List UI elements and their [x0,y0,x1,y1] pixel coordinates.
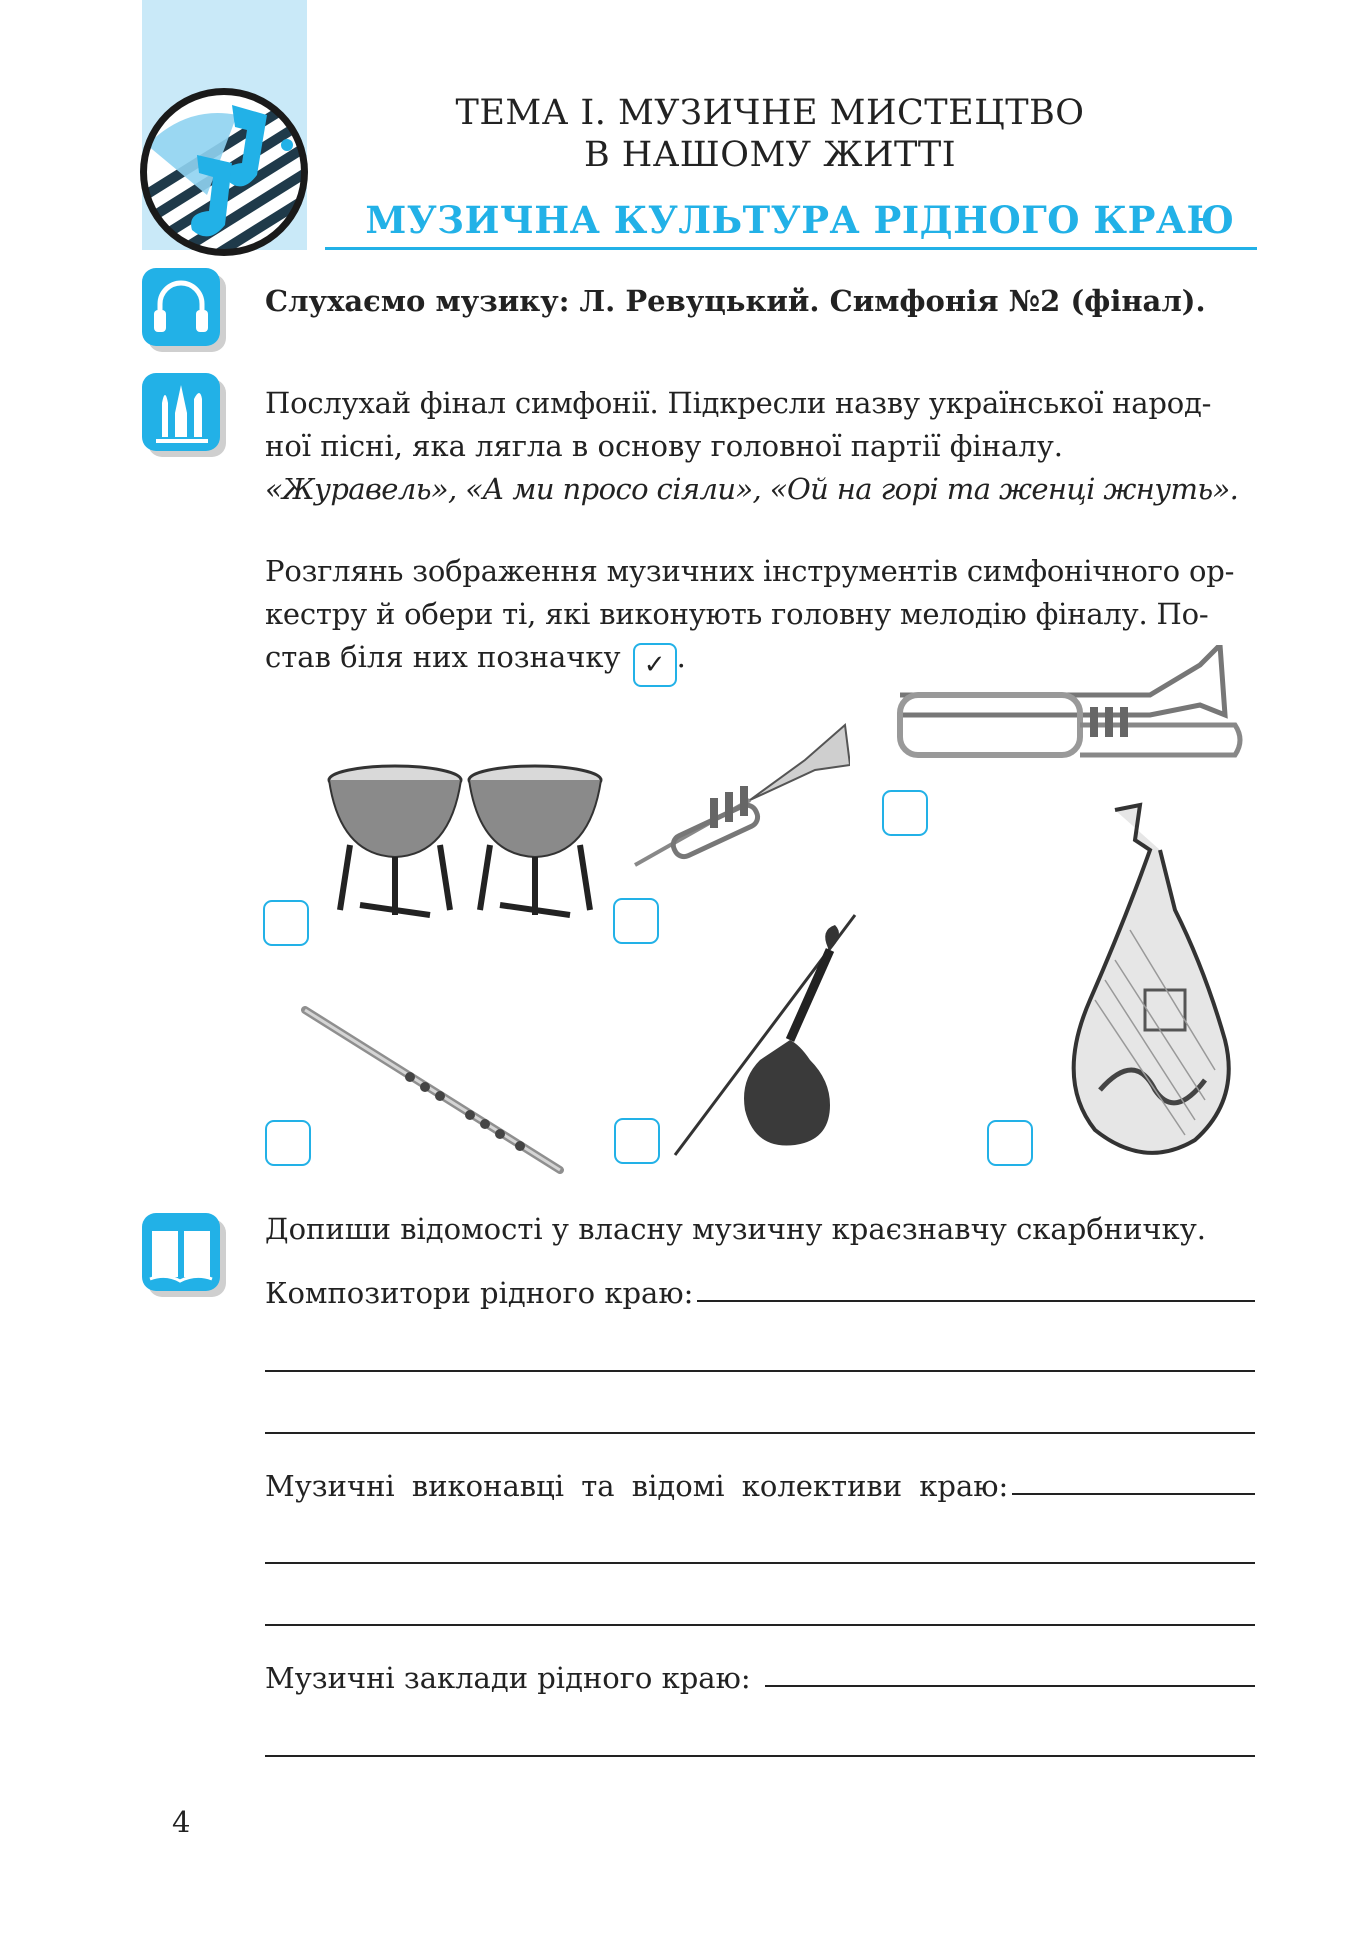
topic-line-1: ТЕМА І. МУЗИЧНЕ МИСТЕЦТВО [455,93,1085,133]
performers-label: Музичні виконавці та відомі колективи краю: [265,1469,1009,1503]
task1-line-2: ної пісні, яка лягла в основу головної партії фіналу. [265,429,1064,463]
task2-line-3-text: став біля них позначку [265,640,621,674]
task1-text [265,382,1255,468]
page-title: МУЗИЧНА КУЛЬТУРА РІДНОГО КРАЮ [365,198,1235,242]
flute-checkbox[interactable] [265,1120,311,1166]
trombone-checkbox[interactable] [882,790,928,836]
composers-line-3[interactable] [265,1432,1255,1434]
task1-line-1: Послухай фінал симфонії. Підкресли назву української народ- [265,386,1212,420]
task2-line-2: кестру й обери ті, які виконують головну мелодію фіналу. По- [265,597,1209,631]
listen-text: Слухаємо музику: Л. Ревуцький. Симфонія №2 (фінал). [265,284,1206,318]
institutions-label: Музичні заклади рідного краю: [265,1661,751,1695]
check-sample: ✓ [633,643,677,687]
music-logo-icon [137,85,312,260]
title-underline [325,247,1257,250]
institutions-line-2[interactable] [265,1755,1255,1757]
song-options[interactable]: «Журавель», «А ми просо сіяли», «Ой на горі та женці жнуть». [265,472,1239,506]
flute-image [300,1005,565,1175]
institutions-blank[interactable] [765,1685,1255,1687]
performers-blank[interactable] [1012,1493,1255,1495]
task2-period: . [676,640,686,674]
task3-intro: Допиши відомості у власну музичну краєзнавчу скарбничку. [265,1212,1206,1246]
trumpet-checkbox[interactable] [613,898,659,944]
trumpet-image [630,720,850,870]
book-icon [142,1213,220,1291]
bandura-image [1055,800,1240,1160]
performers-line-3[interactable] [265,1624,1255,1626]
bandura-checkbox[interactable] [987,1120,1033,1166]
violin-checkbox[interactable] [614,1118,660,1164]
topic-heading [400,92,1140,176]
task2-line-1: Розглянь зображення музичних інструментів симфонічного ор- [265,554,1235,588]
composers-row [265,1265,1255,1310]
performers-row [265,1458,1255,1503]
timpani-checkbox[interactable] [263,900,309,946]
trombone-image [890,645,1245,765]
timpani-image [320,745,610,925]
composers-blank[interactable] [697,1300,1255,1302]
brushes-icon [142,373,220,451]
composers-line-2[interactable] [265,1370,1255,1372]
page-number: 4 [172,1805,191,1839]
composers-label: Композитори рідного краю: [265,1276,694,1310]
headphones-icon [142,268,220,346]
institutions-row [265,1650,1255,1695]
violin-image [670,910,885,1160]
topic-line-2: В НАШОМУ ЖИТТІ [583,135,957,175]
performers-line-2[interactable] [265,1562,1255,1564]
